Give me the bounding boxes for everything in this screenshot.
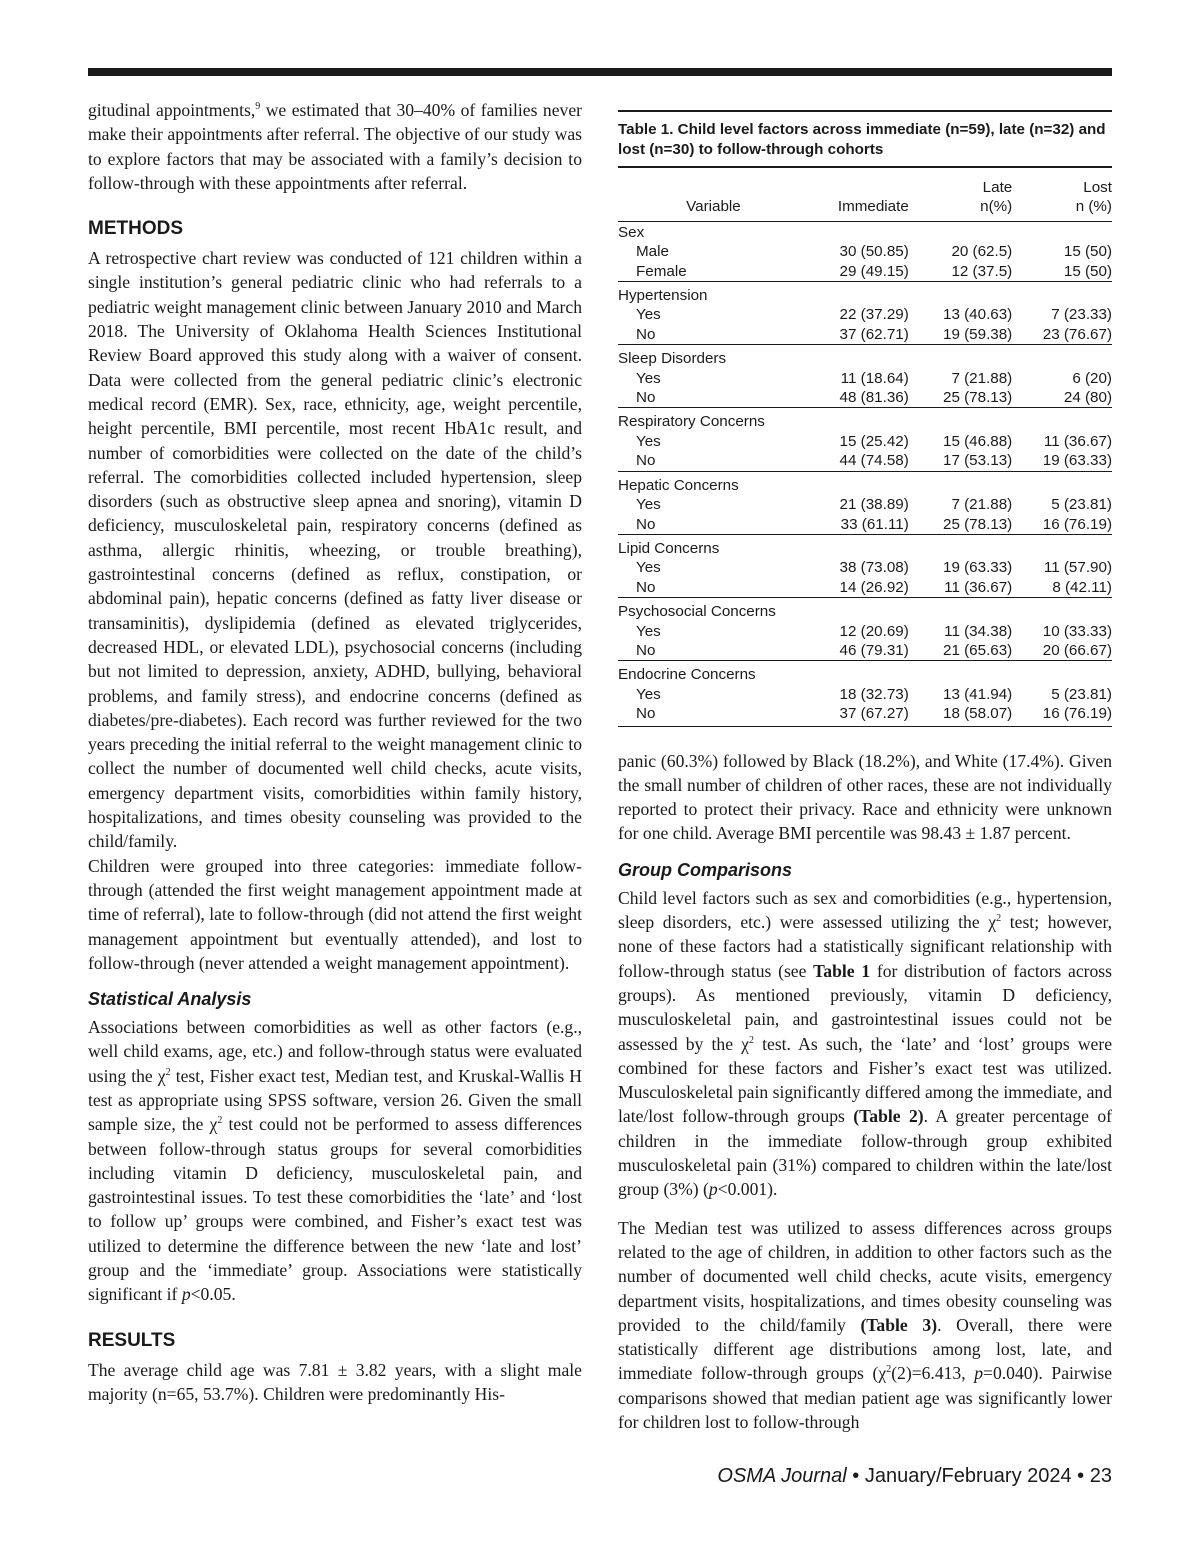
footer-separator: •	[1071, 1465, 1090, 1487]
group-label: Hypertension	[618, 282, 1112, 306]
table-row	[618, 388, 1112, 408]
top-rule	[88, 68, 1112, 76]
median-text-a: The Median test was utilized to assess differences across groups related to the age of children, in addition to other factors such as the number of documented well child checks, acute visits, emergency department visits, hospitalizations, and times obesity counseling was provided to the child/family	[618, 1217, 1112, 1335]
row-label: Yes	[636, 369, 661, 387]
right-column	[618, 98, 1112, 1434]
row-label: Yes	[636, 306, 661, 324]
table-row	[618, 325, 1112, 345]
cell-late: 19 (59.38)	[943, 325, 1013, 343]
table-1-caption: Table 1. Child level factors across immediate (n=59), late (n=32) and lost (n=30) to follow-through cohorts	[618, 110, 1112, 160]
row-label: No	[636, 705, 656, 723]
results-heading: RESULTS	[88, 1329, 176, 1351]
table-group-row	[618, 345, 1112, 369]
methods-heading: METHODS	[88, 218, 183, 240]
p-value-symbol: p	[974, 1363, 984, 1384]
row-label: No	[636, 389, 656, 407]
intro-text-cont: we estimated that 30–40% of families never make their appointments after referral. The objective of our study was to explore factors that may be associated with a family’s decision to follow-through with these appointments after referral.	[88, 100, 582, 193]
cell-lost: 24 (80)	[1063, 389, 1112, 407]
group-text-c: for distribution of factors across groups). As mentioned previously, vitamin D deficiency, musculoskeletal pain, and gastrointestinal issues could not be assessed by the χ	[618, 960, 1112, 1054]
cell-immediate: 12 (20.69)	[839, 622, 909, 640]
table-row	[618, 641, 1112, 661]
cell-immediate: 37 (62.71)	[839, 325, 909, 343]
reference-superscript: 9	[255, 101, 261, 113]
cell-lost: 6 (20)	[1072, 369, 1112, 387]
table-1	[618, 110, 1112, 727]
cell-lost: 10 (33.33)	[1042, 622, 1112, 640]
issue-date: January/February 2024	[864, 1465, 1072, 1487]
table-header-row	[618, 167, 1112, 221]
cell-lost: 8 (42.11)	[1052, 578, 1112, 596]
group-text-e: . A greater percentage of children in the immediate follow-through group exhibited musculoskeletal pain (31%) compared to children within the late/lost group (3%) (	[618, 1106, 1112, 1200]
row-label: Yes	[636, 559, 661, 577]
methods-paragraph-2: Children were grouped into three categories: immediate follow-through (attended the first weight management appointment made at time of referral), late to follow-through (did not attend the first weight management appointment but eventually attended), and lost to follow-through (never attended a weight management appointment).	[88, 855, 582, 973]
header-late	[909, 167, 1012, 221]
table-group-row	[618, 408, 1112, 432]
cell-lost: 15 (50)	[1063, 262, 1112, 280]
group-text-f: <0.001).	[717, 1179, 778, 1200]
page-number: 23	[1089, 1465, 1112, 1487]
chi-square-superscript: 2	[996, 913, 1002, 925]
header-late-title: Late	[982, 179, 1013, 196]
chi-square-superscript: 2	[217, 1115, 223, 1127]
header-lost-unit: n (%)	[1075, 198, 1112, 216]
group-comparisons-paragraph	[618, 886, 1112, 1202]
table-row	[618, 685, 1112, 704]
cell-lost: 5 (23.81)	[1051, 496, 1112, 514]
group-label: Respiratory Concerns	[618, 408, 1112, 432]
median-text-b: . Overall, there were statistically different age distributions among lost, late, and immediate follow-through groups (χ	[618, 1314, 1113, 1384]
table-row	[618, 262, 1112, 282]
cell-immediate: 37 (67.27)	[839, 705, 909, 723]
p-value-symbol: p	[708, 1179, 718, 1200]
cell-immediate: 21 (38.89)	[839, 496, 909, 514]
methods-paragraph-1: A retrospective chart review was conducted of 121 children within a single institution’s general pediatric clinic who had referrals to a pediatric weight management clinic between January 2010 and March 2018. The University of Oklahoma Health Sciences Institutional Review Board approved this study along with a waiver of consent. Data were collected from the general pediatric clinic’s electronic medical record (EMR). Sex, race, ethnicity, age, weight percentile, height percentile, BMI percentile, most recent HbA1c result, and number of comorbidities were collected on the date of the child’s referral. The comorbidities collected included hypertension, sleep disorders (such as obstructive sleep apnea and snoring), vitamin D deficiency, musculoskeletal pain, respiratory concerns (defined as asthma, allergic rhinitis, wheezing, or trouble breathing), gastrointestinal concerns (defined as reflux, constipation, or abdominal pain), hepatic concerns (defined as fatty liver disease or transaminitis), dyslipidemia (defined as elevated triglycerides, decreased HDL, or elevated LDL), psychosocial concerns (including but not limited to depression, anxiety, ADHD, bullying, behavioral problems, and family stress), and endocrine concerns (defined as diabetes/pre-diabetes). Each record was further reviewed for the two years preceding the initial referral to the weight management clinic to collect the number of documented well child checks, acute visits, emergency department visits, comorbidities within family history, hospitalizations, and times obesity counseling was provided to the child/family.	[88, 248, 582, 852]
table-group-row	[618, 598, 1112, 622]
group-label: Endocrine Concerns	[618, 661, 1112, 685]
cell-immediate: 33 (61.11)	[840, 515, 909, 533]
table-row	[618, 622, 1112, 641]
cell-late: 13 (40.63)	[943, 306, 1013, 324]
cell-late: 25 (78.13)	[943, 515, 1013, 533]
cell-late: 7 (21.88)	[951, 496, 1013, 514]
cell-immediate: 18 (32.73)	[839, 685, 909, 703]
row-label: Yes	[636, 685, 661, 703]
row-label: Male	[636, 243, 669, 261]
row-label: No	[636, 578, 656, 596]
table-row	[618, 432, 1112, 451]
row-label: Female	[636, 262, 687, 280]
cell-late: 11 (34.38)	[944, 622, 1013, 640]
cell-late: 13 (41.94)	[943, 685, 1013, 703]
stat-text-b: test, Fisher exact test, Median test, and Kruskal-Wallis H test as appropriate using SPSS software, version 26. Given the small sample size, the χ	[88, 1065, 582, 1135]
table-group-row	[618, 661, 1112, 685]
results-continued-paragraph: panic (60.3%) followed by Black (18.2%), and White (17.4%). Given the small number of children of other races, these are not individually reported to protect their privacy. Race and ethnicity were unknown for one child. Average BMI percentile was 98.43 ± 1.87 percent.	[618, 750, 1112, 844]
cell-late: 18 (58.07)	[943, 705, 1013, 723]
table-1-reference: Table 1	[813, 960, 871, 981]
header-variable: Variable	[618, 167, 809, 221]
table-2-reference: (Table 2)	[853, 1106, 924, 1127]
cell-immediate: 30 (50.85)	[839, 243, 909, 261]
p-value-symbol: p	[181, 1284, 191, 1305]
group-text-a: Child level factors such as sex and comorbidities (e.g., hypertension, sleep disorders, etc.) were assessed utilizing the χ	[618, 887, 1112, 933]
cell-late: 20 (62.5)	[951, 243, 1013, 261]
group-text-b: test; however, none of these factors had a statistically significant relationship with follow-through status (see	[618, 912, 1112, 981]
table-group-row	[618, 282, 1112, 306]
table-row	[618, 558, 1112, 577]
table-3-reference: (Table 3)	[860, 1314, 938, 1335]
cell-late: 17 (53.13)	[943, 452, 1013, 470]
table-1-body	[618, 221, 1112, 726]
row-label: No	[636, 452, 656, 470]
journal-name: OSMA Journal	[717, 1465, 847, 1487]
chi-square-superscript: 2	[165, 1066, 171, 1078]
cell-immediate: 46 (79.31)	[839, 641, 909, 659]
group-label: Sex	[618, 223, 645, 241]
row-label: Yes	[636, 432, 661, 450]
table-group-row	[618, 221, 1112, 242]
cell-lost: 16 (76.19)	[1042, 705, 1112, 723]
median-test-paragraph	[618, 1216, 1112, 1435]
row-label: Yes	[636, 496, 661, 514]
left-column	[88, 98, 582, 1406]
table-row	[618, 242, 1112, 261]
header-lost	[1012, 167, 1112, 221]
cell-late: 15 (46.88)	[943, 432, 1013, 450]
chi-square-superscript: 2	[886, 1364, 892, 1376]
intro-text: gitudinal appointments,	[88, 100, 256, 120]
cell-immediate: 15 (25.42)	[839, 432, 909, 450]
cell-lost: 15 (50)	[1063, 243, 1112, 261]
statistical-analysis-heading: Statistical Analysis	[88, 989, 252, 1010]
cell-immediate: 44 (74.58)	[839, 452, 909, 470]
stat-text-c: test could not be performed to assess differences between follow-through status groups for several comorbidities including vitamin D deficiency, musculoskeletal pain, and gastrointestinal issues. To test these comorbidities the ‘late’ and ‘lost to follow up’ groups were combined, and Fisher’s exact test was utilized to determine the difference between the new ‘late and lost’ group and the ‘immediate’ group. Associations were statistically significant if	[88, 1114, 582, 1305]
cell-lost: 11 (57.90)	[1043, 559, 1112, 577]
table-row	[618, 515, 1112, 535]
table-group-row	[618, 471, 1112, 495]
stat-text-d: <0.05.	[190, 1284, 236, 1305]
footer-separator: •	[846, 1465, 865, 1487]
table-row	[618, 305, 1112, 324]
cell-late: 19 (63.33)	[943, 559, 1013, 577]
cell-lost: 19 (63.33)	[1042, 452, 1112, 470]
cell-lost: 5 (23.81)	[1051, 685, 1112, 703]
table-row	[618, 451, 1112, 471]
group-label: Lipid Concerns	[618, 534, 1112, 558]
table-1-grid	[618, 166, 1112, 727]
cell-late: 21 (65.63)	[943, 641, 1013, 659]
cell-immediate: 29 (49.15)	[839, 262, 909, 280]
group-label: Sleep Disorders	[618, 345, 1112, 369]
header-late-unit: n(%)	[980, 198, 1013, 216]
chi-square-superscript: 2	[748, 1034, 754, 1046]
cell-immediate: 48 (81.36)	[839, 389, 909, 407]
row-label: No	[636, 641, 656, 659]
page-footer	[717, 1465, 1112, 1488]
cell-late: 11 (36.67)	[944, 578, 1013, 596]
header-immediate: Immediate	[809, 167, 909, 221]
cell-lost: 23 (76.67)	[1042, 325, 1112, 343]
cell-immediate: 22 (37.29)	[839, 306, 909, 324]
table-row	[618, 369, 1112, 388]
stat-text-a: Associations between comorbidities as well as other factors (e.g., well child exams, age, etc.) and follow-through status were evaluated using the χ	[88, 1017, 582, 1086]
cell-late: 25 (78.13)	[943, 389, 1013, 407]
cell-immediate: 11 (18.64)	[840, 369, 909, 387]
statistical-analysis-paragraph	[88, 1015, 582, 1307]
median-text-d: =0.040). Pairwise comparisons showed that median patient age was significantly lower for children lost to follow-through	[618, 1363, 1112, 1432]
header-lost-title: Lost	[1083, 179, 1112, 196]
table-row	[618, 578, 1112, 598]
cell-late: 12 (37.5)	[951, 262, 1013, 280]
cell-lost: 16 (76.19)	[1042, 515, 1112, 533]
cell-late: 7 (21.88)	[951, 369, 1013, 387]
group-label: Hepatic Concerns	[618, 471, 1112, 495]
table-row	[618, 704, 1112, 726]
cell-lost: 11 (36.67)	[1043, 432, 1112, 450]
results-paragraph: The average child age was 7.81 ± 3.82 years, with a slight male majority (n=65, 53.7%). Children were predominantly His-	[88, 1359, 582, 1404]
cell-immediate: 38 (73.08)	[839, 559, 909, 577]
group-comparisons-heading: Group Comparisons	[618, 859, 793, 880]
cell-lost: 7 (23.33)	[1051, 306, 1112, 324]
row-label: No	[636, 515, 656, 533]
row-label: No	[636, 325, 656, 343]
group-text-d: test. As such, the ‘late’ and ‘lost’ groups were combined for these factors and Fisher’s exact test was utilized. Musculoskeletal pain significantly differed among the immediate, and late/lost follow-through groups	[618, 1033, 1112, 1127]
intro-paragraph	[88, 98, 582, 195]
table-row	[618, 495, 1112, 514]
cell-lost: 20 (66.67)	[1042, 641, 1112, 659]
table-group-row	[618, 534, 1112, 558]
group-label: Psychosocial Concerns	[618, 598, 1112, 622]
row-label: Yes	[636, 622, 661, 640]
cell-immediate: 14 (26.92)	[839, 578, 909, 596]
median-text-c: (2)=6.413,	[891, 1363, 975, 1384]
